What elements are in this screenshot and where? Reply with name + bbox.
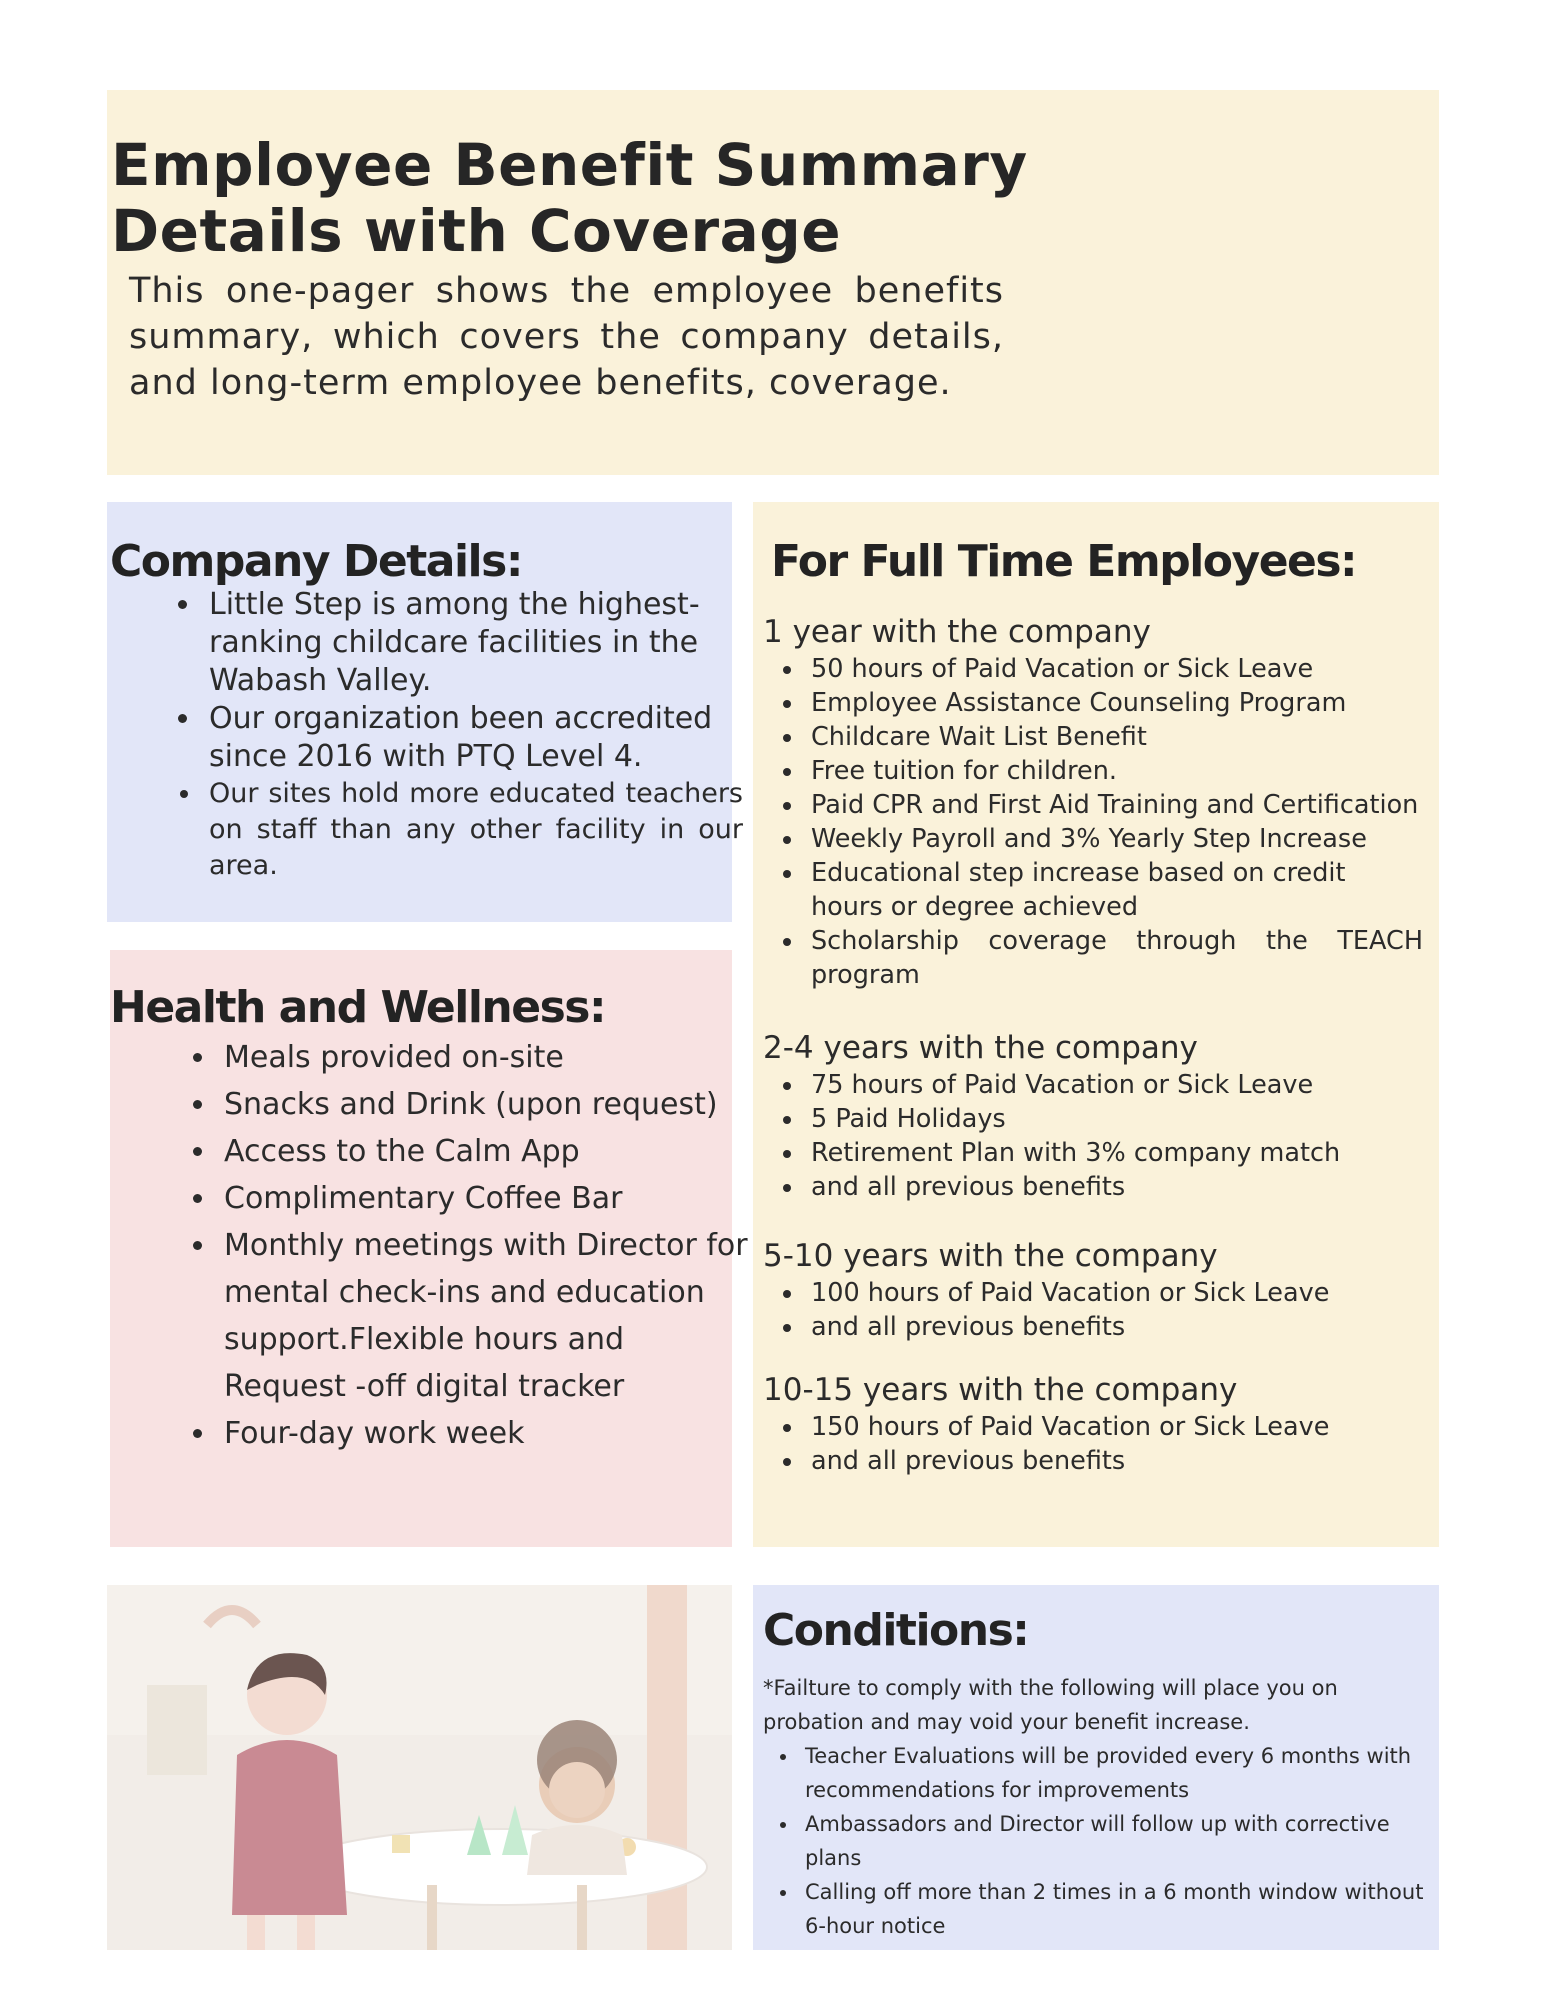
- tier-title: 10-15 years with the company: [763, 1372, 1238, 1408]
- health-wellness-list: [182, 1034, 748, 1457]
- list-item: • and all previous benefits: [805, 1310, 1423, 1344]
- list-item: • 100 hours of Paid Vacation or Sick Leave: [805, 1276, 1423, 1310]
- tier-title: 2-4 years with the company: [763, 1030, 1198, 1066]
- list-item: • Employee Assistance Counseling Program: [805, 686, 1423, 720]
- health-wellness-heading: Health and Wellness:: [110, 982, 606, 1033]
- tier-benefits-list: [763, 1276, 1423, 1344]
- tier-title: 5-10 years with the company: [763, 1238, 1218, 1274]
- tier-title: 1 year with the company: [763, 614, 1151, 650]
- list-item: • Monthly meetings with Director for mental check-ins and education support.Flexible hours and Request -off digital tracker: [218, 1222, 748, 1410]
- title-line-2: Details with Coverage: [111, 197, 842, 265]
- list-item: • and all previous benefits: [805, 1170, 1423, 1204]
- list-item: • Calling off more than 2 times in a 6 month window without 6-hour notice: [799, 1875, 1439, 1943]
- list-item: • Access to the Calm App: [218, 1128, 748, 1175]
- list-item: • Four-day work week: [218, 1410, 748, 1457]
- list-item: • 50 hours of Paid Vacation or Sick Leave: [805, 652, 1423, 686]
- page-description: This one-pager shows the employee benefits summary, which covers the company details, and long-term employee benefits, coverage.: [129, 271, 1004, 403]
- company-details-list: [167, 586, 743, 884]
- conditions-heading: Conditions:: [763, 1605, 1029, 1656]
- tier-benefits-list: [763, 652, 1423, 992]
- full-time-employees-panel: [753, 502, 1439, 1547]
- health-wellness-panel: [110, 950, 748, 1547]
- list-item: • 5 Paid Holidays: [805, 1102, 1423, 1136]
- tier-1-year: [763, 612, 1423, 992]
- list-item: • Weekly Payroll and 3% Yearly Step Increase: [805, 822, 1423, 856]
- company-details-heading: Company Details:: [110, 536, 522, 587]
- list-item: • 150 hours of Paid Vacation or Sick Leave: [805, 1410, 1423, 1444]
- title-line-1: Employee Benefit Summary: [111, 131, 1028, 199]
- list-item: • Childcare Wait List Benefit: [805, 720, 1423, 754]
- list-item: • Our sites hold more educated teachers on staff than any other facility in our area.: [203, 776, 743, 884]
- conditions-panel: [753, 1585, 1439, 1950]
- conditions-list: [763, 1739, 1439, 1943]
- list-item: • and all previous benefits: [805, 1444, 1423, 1478]
- list-item: • Free tuition for children.: [805, 754, 1423, 788]
- list-item: • Ambassadors and Director will follow up with corrective plans: [799, 1807, 1439, 1875]
- list-item: • Teacher Evaluations will be provided every 6 months with recommendations for improvements: [799, 1739, 1439, 1807]
- list-item: • Scholarship coverage through the TEACH program: [805, 924, 1423, 992]
- list-item: • 75 hours of Paid Vacation or Sick Leave: [805, 1068, 1423, 1102]
- page-title: [111, 132, 1028, 264]
- list-item: • Educational step increase based on credit hours or degree achieved: [805, 856, 1423, 924]
- list-item: • Snacks and Drink (upon request): [218, 1081, 748, 1128]
- list-item: • Little Step is among the highest-ranking childcare facilities in the Wabash Valley.: [203, 586, 743, 700]
- header-panel: [107, 90, 1439, 475]
- list-item: • Complimentary Coffee Bar: [218, 1175, 748, 1222]
- list-item: • Retirement Plan with 3% company match: [805, 1136, 1423, 1170]
- tier-benefits-list: [763, 1410, 1423, 1478]
- tier-2-4-years: [763, 1028, 1423, 1204]
- full-time-heading: For Full Time Employees:: [771, 536, 1357, 587]
- list-item: • Meals provided on-site: [218, 1034, 748, 1081]
- tier-10-15-years: [763, 1370, 1423, 1478]
- list-item: • Paid CPR and First Aid Training and Certification: [805, 788, 1423, 822]
- tier-benefits-list: [763, 1068, 1423, 1204]
- conditions-note: *Failture to comply with the following will place you on probation and may void your benefit increase.: [763, 1676, 1338, 1734]
- company-details-panel: [107, 502, 743, 922]
- list-item: • Our organization been accredited since 2016 with PTQ Level 4.: [203, 700, 743, 776]
- children-playing-photo: [107, 1585, 732, 1950]
- tier-5-10-years: [763, 1236, 1423, 1344]
